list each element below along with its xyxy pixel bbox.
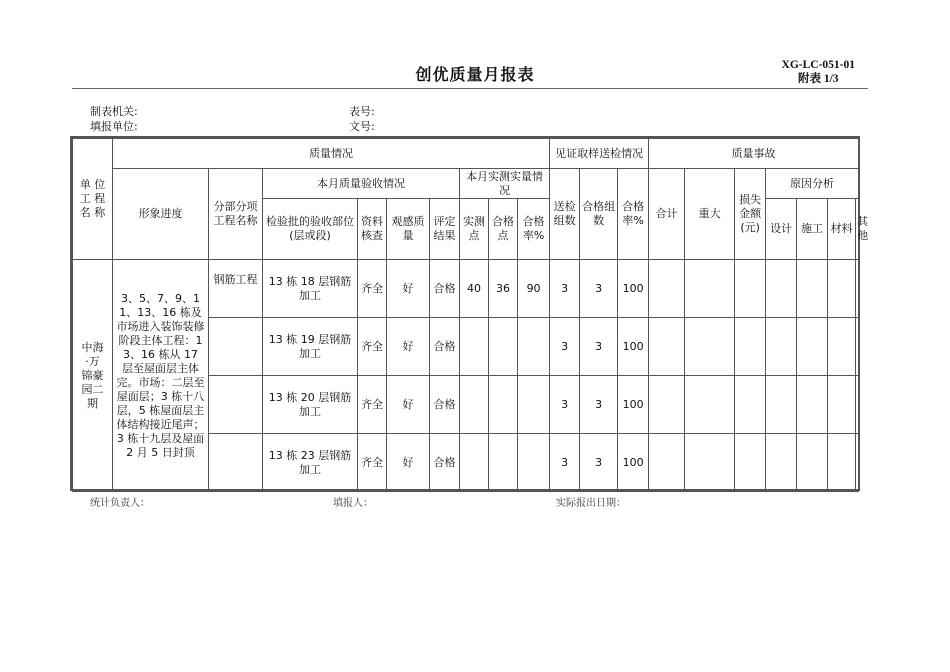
sub-project-cell: 钢筋工程 [209, 260, 263, 318]
measure-points-cell [460, 376, 489, 434]
pass-points-cell [489, 318, 518, 376]
pass-groups-cell: 3 [580, 318, 618, 376]
inspection-part-cell: 13 栋 18 层钢筋加工 [263, 260, 358, 318]
form-no-label: 表号: [349, 105, 375, 118]
header-accident: 质量事故 [649, 139, 859, 169]
visual-cell: 好 [387, 318, 430, 376]
appendix-number: 附表 1/3 [797, 73, 839, 85]
quality-report-table [72, 138, 869, 492]
visual-cell: 好 [387, 260, 430, 318]
group-pass-rate-cell: 100 [618, 376, 649, 434]
pass-rate-cell [518, 318, 550, 376]
document-code: XG-LC-051-01 [781, 59, 855, 71]
unit-name-cell: 中海·万锦豪园二期 [73, 260, 113, 492]
send-groups-cell: 3 [550, 260, 580, 318]
header-measure-points: 实测点 [460, 199, 489, 260]
header-pass-points: 合格点 [489, 199, 518, 260]
group-pass-rate-cell: 100 [618, 318, 649, 376]
header-eval: 评定结果 [430, 199, 460, 260]
header-witness: 见证取样送检情况 [550, 139, 649, 169]
measure-points-cell [460, 318, 489, 376]
data-check-cell: 齐全 [358, 434, 387, 492]
pass-rate-cell: 90 [518, 260, 550, 318]
stat-person-label: 统计负责人： [90, 498, 150, 509]
header-visual: 观感质量 [387, 199, 430, 260]
header-quality: 质量情况 [113, 139, 550, 169]
send-groups-cell: 3 [550, 434, 580, 492]
measure-points-cell: 40 [460, 260, 489, 318]
header-loss: 损失金额(元) [735, 169, 766, 260]
send-groups-cell: 3 [550, 376, 580, 434]
report-date-label: 实际报出日期： [556, 498, 626, 509]
measure-points-cell [460, 434, 489, 492]
pass-groups-cell: 3 [580, 434, 618, 492]
table-row [73, 260, 859, 318]
eval-cell: 合格 [430, 318, 460, 376]
header-cause-material: 材料 [828, 199, 856, 260]
visual-cell: 好 [387, 376, 430, 434]
data-check-cell: 齐全 [358, 260, 387, 318]
header-progress: 形象进度 [113, 169, 209, 260]
header-cause-other: 其他 [856, 199, 859, 260]
header-cause: 原因分析 [766, 169, 859, 199]
progress-cell: 3、5、7、9、11、13、16 栋及市场进入装饰装修阶段主体工程：13、16 栋从 17 层至屋面层主体完。市场：二层至屋面层；3 栋十八层，5 栋屋面层主体结构接近尾声；3 栋十九层及屋面 2 月 5 日封顶 [113, 260, 209, 492]
header-pass-rate: 合格率% [518, 199, 550, 260]
doc-no-label: 文号: [349, 120, 375, 133]
eval-cell: 合格 [430, 260, 460, 318]
pass-points-cell [489, 434, 518, 492]
header-data-check: 资料核查 [358, 199, 387, 260]
header-inspection-part: 检验批的验收部位(层或段) [263, 199, 358, 260]
header-major: 重大 [685, 169, 735, 260]
header-monthly-measure: 本月实测实量情况 [460, 169, 550, 199]
inspection-part-cell: 13 栋 19 层钢筋加工 [263, 318, 358, 376]
header-divider [72, 88, 868, 89]
data-check-cell: 齐全 [358, 318, 387, 376]
send-groups-cell: 3 [550, 318, 580, 376]
group-pass-rate-cell: 100 [618, 260, 649, 318]
pass-rate-cell [518, 434, 550, 492]
header-sub-project: 分部分项工程名称 [209, 169, 263, 260]
header-cause-design: 设计 [766, 199, 797, 260]
pass-rate-cell [518, 376, 550, 434]
data-check-cell: 齐全 [358, 376, 387, 434]
header-pass-groups: 合格组数 [580, 169, 618, 260]
group-pass-rate-cell: 100 [618, 434, 649, 492]
pass-points-cell [489, 376, 518, 434]
inspection-part-cell: 13 栋 23 层钢筋加工 [263, 434, 358, 492]
header-send-groups: 送检组数 [550, 169, 580, 260]
eval-cell: 合格 [430, 376, 460, 434]
org-label: 制表机关: [90, 105, 138, 118]
pass-groups-cell: 3 [580, 260, 618, 318]
header-cause-construction: 施工 [797, 199, 828, 260]
pass-points-cell: 36 [489, 260, 518, 318]
filler-label: 填报人： [333, 498, 373, 509]
header-pass-rate-pct: 合格率% [618, 169, 649, 260]
inspection-part-cell: 13 栋 20 层钢筋加工 [263, 376, 358, 434]
document-title: 创优质量月报表 [415, 65, 535, 84]
pass-groups-cell: 3 [580, 376, 618, 434]
header-monthly-acceptance: 本月质量验收情况 [263, 169, 460, 199]
unit-label: 填报单位: [90, 120, 138, 133]
eval-cell: 合格 [430, 434, 460, 492]
visual-cell: 好 [387, 434, 430, 492]
header-total: 合计 [649, 169, 685, 260]
header-unit: 单 位 工 程 名 称 [73, 139, 113, 260]
